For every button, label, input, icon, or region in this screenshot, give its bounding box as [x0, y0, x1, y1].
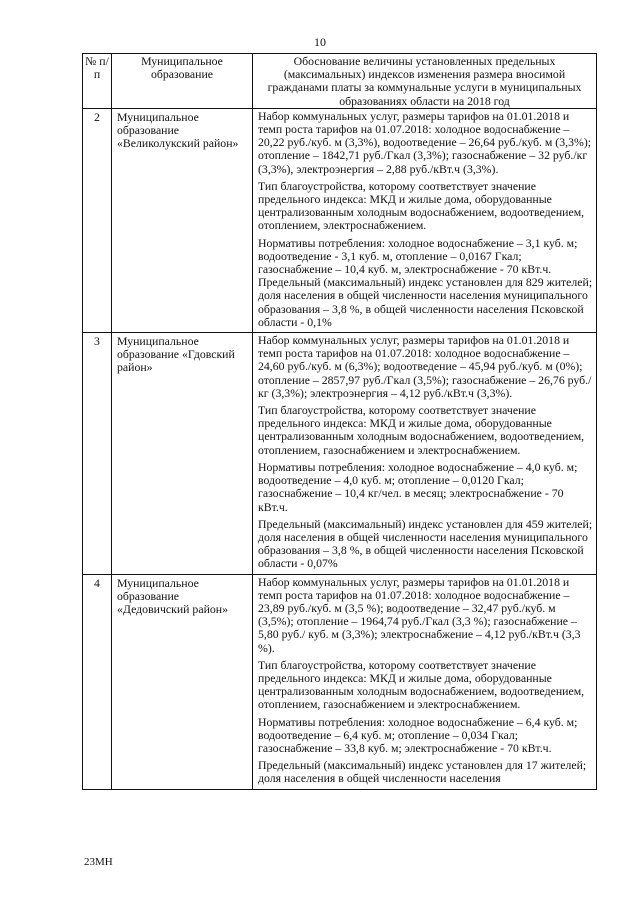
norms-paragraph: Нормативы потребления: холодное водоснабжение – 3,1 куб. м; водоотведение - 3,1 куб. м, отопление – 0,0167 Гкал; газоснабжение – 10,4 куб. м, электроснабжение - 70 кВт.ч. Предельный (максимальный) индекс установлен для 829 жителей; доля населения в общей численности населения муниципального образования – 3,8 %, в общей численности населения Псковской области - 0,1% [258, 235, 593, 329]
row-number: 4 [83, 574, 112, 789]
table-body [83, 108, 597, 789]
justification-cell [253, 574, 597, 789]
population-paragraph: Предельный (максимальный) индекс установлен для 17 жителей; доля населения в общей численности населения [258, 758, 587, 786]
municipality-name: Муниципальное образование «Великолукский район» [112, 108, 253, 332]
header-num: № п/п [83, 54, 112, 109]
table-row [83, 574, 597, 789]
table-row [83, 108, 597, 332]
table-header-row [83, 54, 597, 109]
municipality-name: Муниципальное образование «Гдовский район» [112, 333, 253, 574]
municipality-name: Муниципальное образование «Дедовичский район» [112, 574, 253, 789]
table-header [83, 54, 597, 109]
justification-cell [253, 108, 597, 332]
header-justification: Обоснование величины установленных предельных (максимальных) индексов изменения размера вносимой гражданами платы за коммунальные услуги в муниципальных образованиях области на 2018 год [253, 54, 597, 109]
tariffs-paragraph: Набор коммунальных услуг, размеры тарифов на 01.01.2018 и темп роста тарифов на 01.07.2018: холодное водоснабжение – 20,22 руб./куб. м (3,3%), водоотведение – 26,64 руб./куб. м (3,3%); отопление – 1842,71 руб./Гкал (3,3%); газоснабжение – 32 руб./кг (3,3%), электроэнергия – 2,88 руб./кВт.ч (3,3%). [258, 108, 592, 176]
amenity-type-paragraph: Тип благоустройства, которому соответствует значение предельного индекса: МКД и жилые дома, оборудованные централизованным холодным водоснабжением, водоотведением, отоплением, газоснабжением и электроснабжением. [258, 657, 585, 712]
tariffs-paragraph: Набор коммунальных услуг, размеры тарифов на 01.01.2018 и темп роста тарифов на 01.07.2018: холодное водоснабжение – 23,89 руб./куб. м (3,5 %); водоотведение – 32,47 руб./куб. м (3,5%); отопление – 1964,74 руб./Гкал (3,3 %); газоснабжение – 5,80 руб./ куб. м (3,3%); электроснабжение – 4,12 руб./кВт.ч (3,3 %). [258, 574, 581, 655]
header-municipality: Муниципальное образование [112, 54, 253, 109]
norms-paragraph: Нормативы потребления: холодное водоснабжение – 6,4 куб. м; водоотведение – 6,4 куб. м; отопление – 0,034 Гкал; газоснабжение – 33,8 куб. м; электроснабжение - 70 кВт.ч. [258, 714, 578, 755]
table-row [83, 333, 597, 574]
row-number: 3 [83, 333, 112, 574]
justification-cell [253, 333, 597, 574]
row-number: 2 [83, 108, 112, 332]
tariff-table [82, 53, 597, 790]
page-number: 10 [314, 35, 326, 49]
norms-paragraph: Нормативы потребления: холодное водоснабжение – 4,0 куб. м; водоотведение – 4,0 куб. м; отопление – 0,0120 Гкал; газоснабжение – 10,4 кг/чел. в месяц; электроснабжение - 70 кВт.ч. [258, 459, 578, 514]
population-paragraph: Предельный (максимальный) индекс установлен для 459 жителей; доля населения в общей численности населения муниципального образования – 3,8 %, в общей численности населения Псковской области - 0,07% [258, 516, 593, 571]
tariffs-paragraph: Набор коммунальных услуг, размеры тарифов на 01.01.2018 и темп роста тарифов на 01.07.2018: холодное водоснабжение – 24,60 руб./куб. м (6,3%); водоотведение – 45,94 руб./куб. м (0%); отопление – 2857,97 руб./Гкал (3,5%); газоснабжение – 26,76 руб./кг (3,3%); электроэнергия – 4,12 руб./кВт.ч (3,3%). [258, 333, 592, 400]
document-code: 23МН [84, 856, 113, 868]
amenity-type-paragraph: Тип благоустройства, которому соответствует значение предельного индекса: МКД и жилые дома, оборудованные централизованным холодным водоснабжением, водоотведением, отоплением, электроснабжением. [258, 178, 585, 233]
amenity-type-paragraph: Тип благоустройства, которому соответствует значение предельного индекса: МКД и жилые дома, оборудованные централизованным холодным водоснабжением, водоотведением, отоплением, газоснабжением и электроснабжением. [258, 403, 585, 457]
